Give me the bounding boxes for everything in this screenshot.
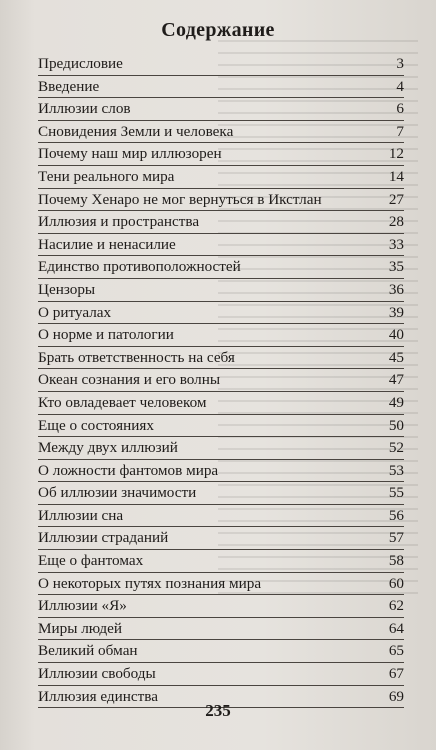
toc-entry-title: Насилие и ненасилие (38, 235, 176, 253)
toc-entry-title: О норме и патологии (38, 326, 174, 344)
toc-entry-page: 47 (388, 371, 404, 389)
toc-entry-page: 49 (388, 393, 404, 411)
toc-entry-page: 53 (388, 461, 404, 479)
toc-entry-title: Еще о фантомах (38, 552, 144, 570)
toc-entry-page: 3 (396, 55, 404, 72)
toc-entry-title: Иллюзии «Я» (38, 597, 127, 615)
toc-entry-page: 56 (388, 506, 404, 524)
toc-entry-title: О ложности фантомов мира (38, 461, 219, 479)
toc-entry (38, 369, 404, 392)
toc-entry (38, 143, 404, 166)
toc-entry (38, 98, 404, 121)
toc-entry (38, 595, 404, 618)
toc-entry-page: 58 (388, 552, 404, 570)
toc-entry (38, 76, 404, 99)
toc-entry-title: Почему Хенаро не мог вернуться в Икстлан (38, 190, 322, 208)
toc-entry-page: 50 (388, 416, 404, 434)
toc-entry (38, 53, 404, 76)
toc-entry-title: Введение (38, 77, 100, 95)
toc-entry-title: Иллюзии слов (38, 100, 131, 118)
toc-entry-page: 6 (396, 100, 404, 118)
toc-entry-title: Об иллюзии значимости (38, 484, 197, 502)
toc-entry-title: Иллюзии страданий (38, 529, 169, 547)
toc-entry-page: 60 (388, 574, 404, 592)
toc-entry (38, 256, 404, 279)
toc-entry-title: Миры людей (38, 619, 122, 637)
toc-entry-title: Иллюзии свободы (38, 665, 156, 683)
toc-entry-page: 64 (388, 619, 404, 637)
toc-entry (38, 347, 404, 370)
toc-entry-title: Сновидения Земли и человека (38, 122, 234, 140)
page-number: 235 (205, 701, 231, 720)
toc-entry-page: 45 (388, 348, 404, 366)
toc-entry-title: Иллюзия единства (38, 687, 158, 705)
toc-entry-title: О ритуалах (38, 303, 112, 321)
toc-entry-title: Предисловие (38, 55, 123, 72)
toc-entry (38, 121, 404, 144)
toc-entry-page: 4 (396, 77, 404, 95)
toc-entry (38, 302, 404, 325)
toc-entry (38, 279, 404, 302)
toc-entry-title: Почему наш мир иллюзорен (38, 145, 222, 163)
toc-entry-page: 55 (388, 484, 404, 502)
toc-entry (38, 166, 404, 189)
toc-entry (38, 527, 404, 550)
toc-entry (38, 460, 404, 483)
toc-entry-page: 62 (388, 597, 404, 615)
toc-entry-page: 52 (388, 439, 404, 457)
toc-entry (38, 415, 404, 438)
toc-entry-title: Кто овладевает человеком (38, 393, 207, 411)
toc-entry (38, 640, 404, 663)
toc-entry (38, 189, 404, 212)
toc-entry (38, 663, 404, 686)
toc-entry-page: 33 (388, 235, 404, 253)
toc-entry-title: Между двух иллюзий (38, 439, 178, 457)
toc-entry (38, 550, 404, 573)
toc-entry-page: 7 (396, 122, 404, 140)
toc-entry-title: Иллюзии сна (38, 506, 124, 524)
toc-entry-title: Брать ответственность на себя (38, 348, 235, 366)
page-title: Содержание (161, 19, 275, 41)
toc-entry-title: Океан сознания и его волны (38, 371, 221, 389)
toc-entry-title: Цензоры (38, 280, 96, 298)
toc-entry-title: Великий обман (38, 642, 138, 660)
toc-entry (38, 573, 404, 596)
toc-entry-page: 65 (388, 642, 404, 660)
toc-entry-title: О некоторых путях познания мира (38, 574, 262, 592)
toc-entry-page: 67 (388, 665, 404, 683)
toc-entry-page: 35 (388, 258, 404, 276)
toc-entry-title: Еще о состояниях (38, 416, 154, 434)
toc-entry (38, 505, 404, 528)
toc-entry (38, 618, 404, 641)
toc-entry (38, 324, 404, 347)
toc-entry-page: 28 (388, 213, 404, 231)
toc-entry (38, 482, 404, 505)
toc-entry-title: Иллюзия и пространства (38, 213, 200, 231)
toc-entry (38, 234, 404, 257)
toc-entry-title: Тени реального мира (38, 167, 175, 185)
toc-entry-page: 40 (388, 326, 404, 344)
toc-entry-page: 36 (388, 280, 404, 298)
toc-entry (38, 437, 404, 460)
toc-entry-page: 14 (388, 167, 404, 185)
toc-entry-page: 57 (388, 529, 404, 547)
toc-entry (38, 211, 404, 234)
toc-entry-title: Единство противоположностей (38, 258, 241, 276)
toc-entry-page: 12 (388, 145, 404, 163)
toc-entry-page: 39 (388, 303, 404, 321)
toc-entry (38, 392, 404, 415)
toc-entry-page: 27 (388, 190, 404, 208)
table-of-contents (38, 53, 404, 708)
toc-entry-page: 69 (388, 687, 404, 705)
